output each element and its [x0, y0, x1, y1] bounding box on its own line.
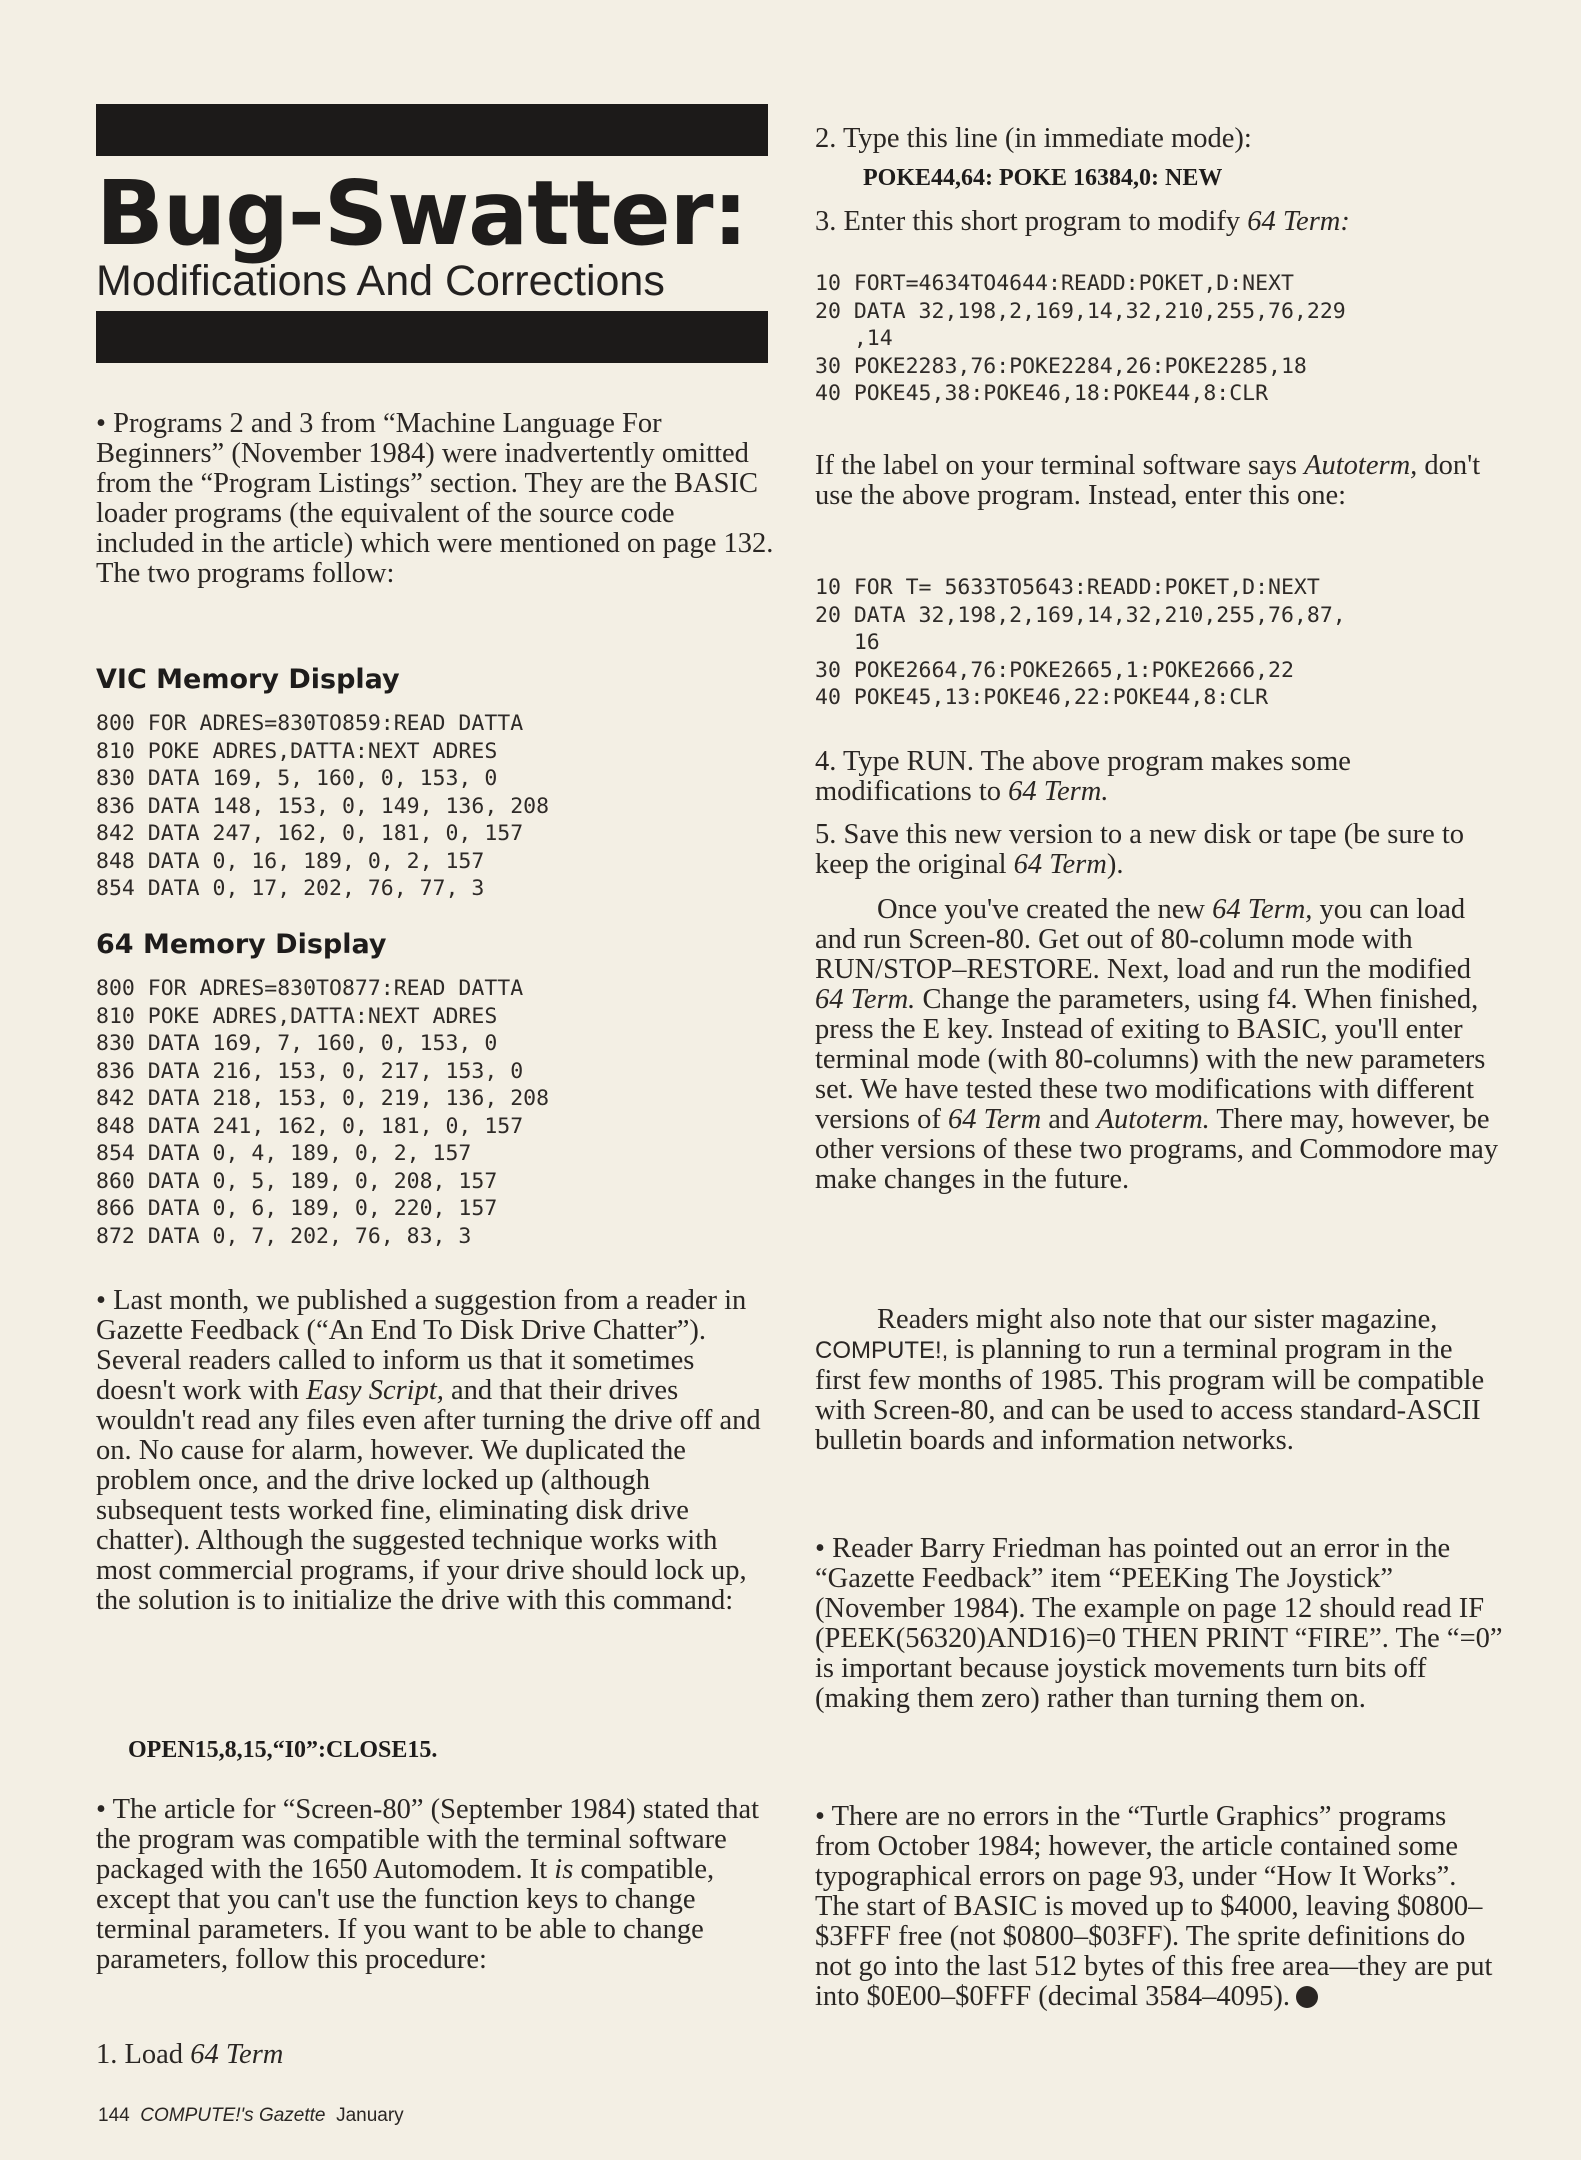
step-4: 4. Type RUN. The above program makes some modifications to 64 Term. — [815, 746, 1351, 807]
vic-heading: VIC Memory Display — [96, 664, 400, 695]
autoterm-code-listing: 10 FOR T= 5633TO5643:READD:POKET,D:NEXT 20 DATA 32,198,2,169,14,32,210,255,76,87, 16 30 POKE2664,76:POKE2665,1:POKE2666,22 40 POKE45,13:POKE46,22:POKE44,8:CLR — [815, 575, 1346, 710]
intro-paragraph: • Programs 2 and 3 from “Machine Language For Beginners” (November 1984) were inadvertently omitted from the “Program Listings” section. They are the BASIC loader programs (the equivalent of the source code included in the article) which were mentioned on page 132. The two programs follow: — [96, 408, 774, 589]
title-bar-bottom — [96, 311, 768, 363]
page-number: 144 — [98, 2105, 130, 2126]
autoterm-paragraph: If the label on your terminal software says Autoterm, don't use the above program. Instead, enter this one: — [815, 450, 1481, 511]
article-title: Bug-Swatter: — [96, 161, 748, 265]
chatter-paragraph: • Last month, we published a suggestion from a reader in Gazette Feedback (“An End To Disk Drive Chatter”). Several readers called to inform us that it sometimes doesn't work with Easy Script, and that their drives wouldn't read any files even after turning the drive off and on. No cause for alarm, however. We duplicated the problem once, and the drive locked up (although subsequent tests worked fine, eliminating disk drive chatter). Although the suggested technique works with most commercial programs, if your drive should lock up, the solution is to initialize the drive with this command: — [96, 1285, 761, 1616]
once-paragraph: Once you've created the new 64 Term, you can load and run Screen-80. Get out of 80-column mode with RUN/STOP–RESTORE. Next, load and run the modified 64 Term. Change the parameters, using f4. When finished, press the E key. Instead of exiting to BASIC, you'll enter terminal mode (with 80-columns) with the new parameters set. We have tested these two modifications with different versions of 64 Term and Autoterm. There may, however, be other versions of these two programs, and Commodore may make changes in the future. — [815, 894, 1499, 1195]
article-subtitle: Modifications And Corrections — [96, 257, 665, 305]
step-3: 3. Enter this short program to modify 64 Term: — [815, 206, 1350, 237]
vic-code-listing: 800 FOR ADRES=830TO859:READ DATTA 810 POKE ADRES,DATTA:NEXT ADRES 830 DATA 169, 5, 160, 0, 153, 0 836 DATA 148, 153, 0, 149, 136, 208 842 DATA 247, 162, 0, 181, 0, 157 848 DATA 0, 16, 189, 0, 2, 157 854 DATA 0, 17, 202, 76, 77, 3 — [96, 711, 550, 901]
c64-code-listing: 800 FOR ADRES=830TO877:READ DATTA 810 POKE ADRES,DATTA:NEXT ADRES 830 DATA 169, 7, 160, 0, 153, 0 836 DATA 216, 153, 0, 217, 153, 0 842 DATA 218, 153, 0, 219, 136, 208 848 DATA 241, 162, 0, 181, 0, 157 854 DATA 0, 4, 189, 0, 2, 157 860 DATA 0, 5, 189, 0, 208, 157 866 DATA 0, 6, 189, 0, 220, 157 872 DATA 0, 7, 202, 76, 83, 3 — [96, 976, 550, 1249]
barry-paragraph: • Reader Barry Friedman has pointed out an error in the “Gazette Feedback” item “PEEKing The Joystick” (November 1984). The example on page 12 should read IF (PEEK(56320)AND16)=0 THEN PRINT “FIRE”. The “=0” is important because joystick movements turn bits off (making them zero) rather than turning them on. — [815, 1533, 1503, 1714]
c64-heading: 64 Memory Display — [96, 929, 387, 960]
issue-month: January — [336, 2105, 404, 2126]
page-footer — [98, 2105, 404, 2127]
step-5: 5. Save this new version to a new disk or tape (be sure to keep the original 64 Term). — [815, 819, 1465, 880]
turtle-paragraph: • There are no errors in the “Turtle Graphics” programs from October 1984; however, the article contained some typographical errors on page 93, under “How It Works”. The start of BASIC is moved up to $4000, leaving $0800–$3FFF free (not $0800–$03FF). The sprite definitions do not go into the last 512 bytes of this free area—they are put into $0E00–$0FFF (decimal 3584–4095). — [815, 1801, 1493, 2012]
magazine-name: COMPUTE!'s Gazette — [140, 2105, 326, 2126]
open-command: OPEN15,8,15,“I0”:CLOSE15. — [128, 1737, 438, 1763]
screen80-paragraph: • The article for “Screen-80” (September 1984) stated that the program was compatible with the terminal software packaged with the 1650 Automodem. It is compatible, except that you can't use the function keys to change terminal parameters. If you want to be able to change parameters, follow this procedure: — [96, 1794, 760, 1975]
step-2-command: POKE44,64: POKE 16384,0: NEW — [863, 165, 1223, 191]
step-2: 2. Type this line (in immediate mode): — [815, 123, 1252, 154]
title-bar-top — [96, 104, 768, 156]
step-1: 1. Load 64 Term — [96, 2039, 284, 2070]
end-of-article-icon — [1296, 1986, 1318, 2008]
term-code-listing: 10 FORT=4634TO4644:READD:POKET,D:NEXT 20 DATA 32,198,2,169,14,32,210,255,76,229 ,14 30 POKE2283,76:POKE2284,26:POKE2285,18 40 POKE45,38:POKE46,18:POKE44,8:CLR — [815, 271, 1346, 406]
readers-paragraph: Readers might also note that our sister magazine, COMPUTE!, is planning to run a terminal program in the first few months of 1985. This program will be compatible with Screen-80, and can be used to access standard-ASCII bulletin boards and information networks. — [815, 1304, 1485, 1456]
